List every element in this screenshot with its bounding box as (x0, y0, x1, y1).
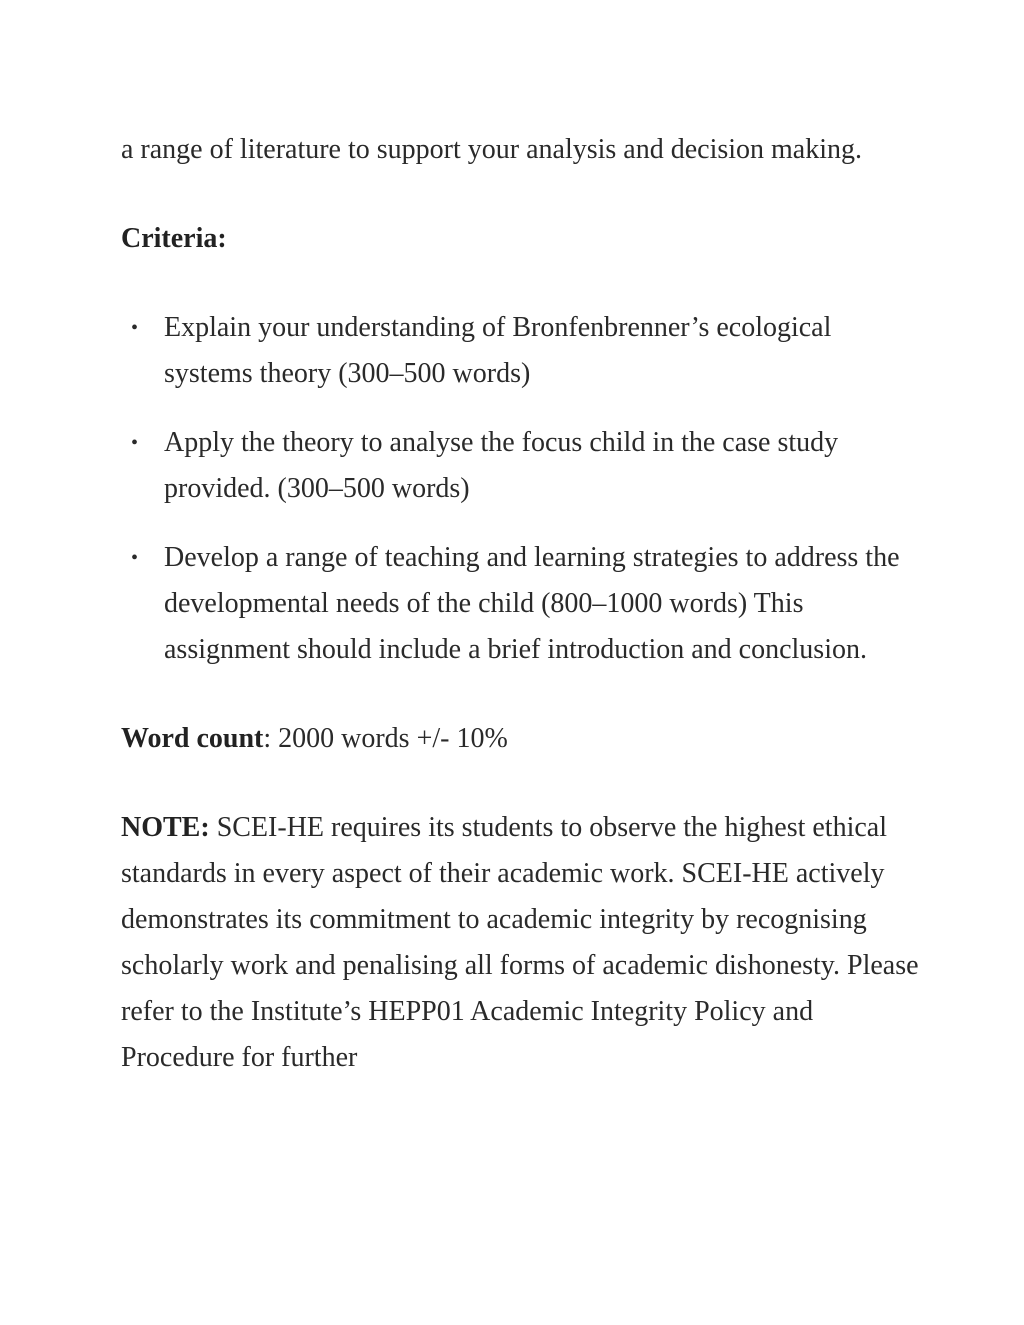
word-count-label: Word count (121, 723, 264, 754)
document-page (121, 127, 921, 1081)
note-text: SCEI-HE requires its students to observe the highest ethical standards in every aspect of their academic work. SCEI-HE actively demonstrates its commitment to academic integrity by recognising scholarly work and penalising all forms of academic dishonesty. Please refer to the Institute’s HEPP01 Academic Integrity Policy and Procedure for further (121, 812, 919, 1073)
criteria-item-text: Develop a range of teaching and learning strategies to address the developmental needs of the child (800–1000 words) This assignment should include a brief introduction and conclusion. (164, 542, 900, 665)
criteria-heading: Criteria: (121, 223, 227, 254)
word-count-value: : 2000 words +/- 10% (263, 723, 508, 754)
word-count-paragraph (121, 716, 921, 762)
criteria-item-text: Apply the theory to analyse the focus child in the case study provided. (300–500 words) (164, 427, 839, 504)
bullet-icon: • (131, 317, 139, 339)
criteria-list-item (121, 305, 921, 397)
criteria-list (121, 305, 921, 673)
criteria-list-item (121, 535, 921, 673)
bullet-icon: • (131, 547, 139, 569)
note-paragraph (121, 805, 921, 1081)
intro-paragraph: a range of literature to support your analysis and decision making. (121, 134, 863, 165)
criteria-list-item (121, 420, 921, 512)
bullet-icon: • (131, 432, 139, 454)
criteria-item-text: Explain your understanding of Bronfenbrenner’s ecological systems theory (300–500 words) (164, 312, 832, 389)
note-label: NOTE: (121, 812, 210, 843)
